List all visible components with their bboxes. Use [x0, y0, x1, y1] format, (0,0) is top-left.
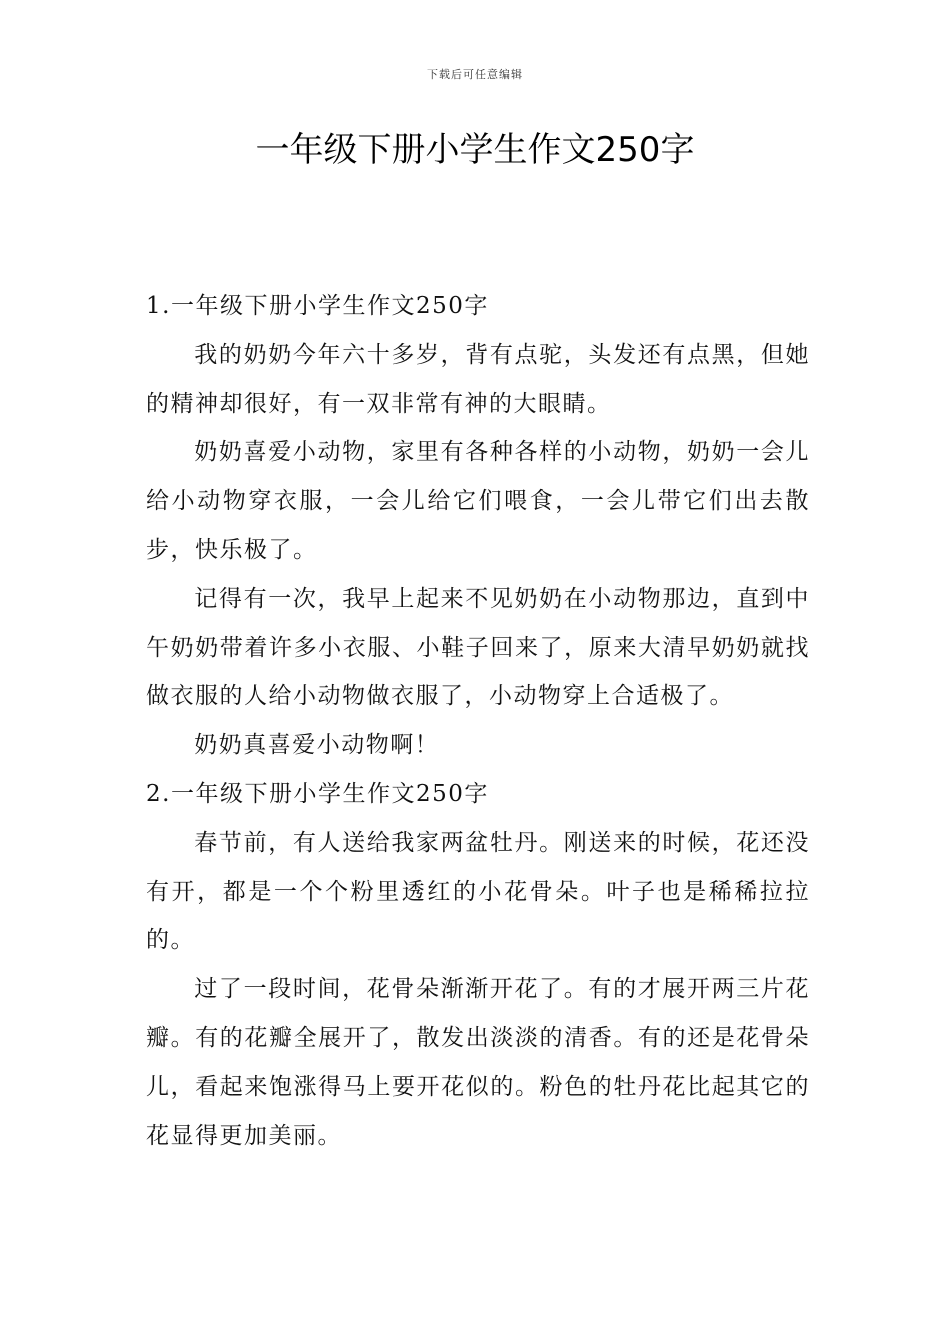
header-note: 下载后可任意编辑	[427, 68, 523, 81]
paragraph: 奶奶喜爱小动物，家里有各种各样的小动物，奶奶一会儿给小动物穿衣服，一会儿给它们喂食，一会儿带它们出去散步，快乐极了。	[146, 439, 810, 563]
paragraph: 春节前，有人送给我家两盆牡丹。刚送来的时候，花还没有开，都是一个个粉里透红的小花骨朵。叶子也是稀稀拉拉的。	[146, 829, 810, 954]
section-heading: 1.一年级下册小学生作文250字	[146, 293, 489, 319]
paragraph: 过了一段时间，花骨朵渐渐开花了。有的才展开两三片花瓣。有的花瓣全展开了，散发出淡淡的清香。有的还是花骨朵儿，看起来饱涨得马上要开花似的。粉色的牡丹花比起其它的花显得更加美丽。	[146, 976, 810, 1149]
section-heading: 2.一年级下册小学生作文250字	[146, 780, 489, 807]
document-body	[146, 282, 810, 1160]
paragraph: 我的奶奶今年六十多岁，背有点驼，头发还有点黑，但她的精神却很好，有一双非常有神的大眼睛。	[146, 341, 810, 417]
page-title: 一年级下册小学生作文250字	[255, 130, 695, 170]
paragraph: 记得有一次，我早上起来不见奶奶在小动物那边，直到中午奶奶带着许多小衣服、小鞋子回来了，原来大清早奶奶就找做衣服的人给小动物做衣服了，小动物穿上合适极了。	[146, 585, 810, 710]
paragraph: 奶奶真喜爱小动物啊！	[194, 732, 440, 759]
